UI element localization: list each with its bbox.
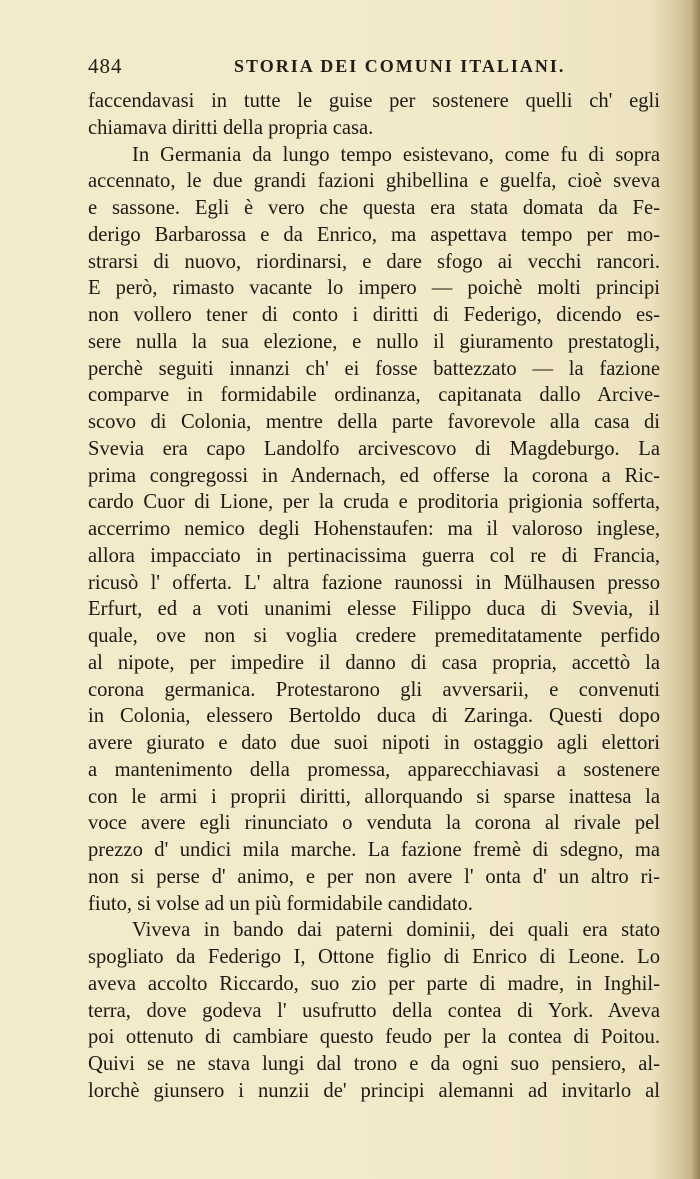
text-line: e sassone. Egli è vero che questa era stata domata da Fe- bbox=[88, 197, 660, 219]
text-line: cardo Cuor di Lione, per la cruda e proditoria prigionia sofferta, bbox=[88, 491, 660, 514]
text-line: in Colonia, elessero Bertoldo duca di Zaringa. Questi dopo bbox=[88, 705, 660, 728]
text-line: spogliato da Federigo I, Ottone figlio di Enrico di Leone. Lo bbox=[88, 946, 660, 968]
text-line: con le armi i proprii diritti, allorquando si sparse inattesa la bbox=[88, 785, 660, 808]
page-edge-shadow bbox=[691, 0, 700, 1179]
text-line: Viveva in bando dai paterni dominii, dei quali era stato bbox=[132, 919, 660, 942]
body-text bbox=[88, 88, 660, 1105]
text-line: prezzo d' undici mila marche. La fazione fremè di sdegno, ma bbox=[88, 839, 660, 861]
text-line: avere giurato e dato due suoi nipoti in ostaggio agli elettori bbox=[88, 732, 660, 754]
text-line: Svevia era capo Landolfo arcivescovo di Magdeburgo. La bbox=[88, 437, 660, 460]
text-line: a mantenimento della promessa, apparecchiavasi a sostenere bbox=[88, 758, 660, 781]
text-line: comparve in formidabile ordinanza, capitanata dallo Arcive- bbox=[88, 384, 660, 407]
text-line: quale, ove non si voglia credere premeditatamente perfido bbox=[88, 625, 660, 647]
text-line: E però, rimasto vacante lo impero — poichè molti principi bbox=[88, 277, 660, 300]
page-header bbox=[88, 54, 660, 80]
text-line: perchè seguiti innanzi ch' ei fosse battezzato — la fazione bbox=[88, 357, 660, 380]
text-line: aveva accolto Riccardo, suo zio per parte di madre, in Inghil- bbox=[88, 972, 660, 995]
text-line: corona germanica. Protestarono gli avversarii, e convenuti bbox=[88, 678, 660, 701]
text-line: accerrimo nemico degli Hohenstaufen: ma il valoroso inglese, bbox=[88, 518, 660, 540]
text-line: terra, dove godeva l' usufrutto della contea di York. Aveva bbox=[88, 999, 660, 1022]
text-line: allora impacciato in pertinacissima guerra col re di Francia, bbox=[88, 544, 660, 567]
text-line: scovo di Colonia, mentre della parte favorevole alla casa di bbox=[88, 411, 660, 433]
paragraph bbox=[88, 88, 660, 142]
text-line: prima congregossi in Andernach, ed offerse la corona a Ric- bbox=[88, 464, 660, 487]
text-line: derigo Barbarossa e da Enrico, ma aspettava tempo per mo- bbox=[88, 223, 660, 246]
paragraph bbox=[88, 142, 660, 918]
text-line: In Germania da lungo tempo esistevano, come fu di sopra bbox=[132, 143, 660, 166]
text-line: Quivi se ne stava lungi dal trono e da ogni suo pensiero, al- bbox=[88, 1053, 660, 1075]
text-line: accennato, le due grandi fazioni ghibellina e guelfa, cioè sveva bbox=[88, 170, 660, 193]
text-line: voce avere egli rinunciato o venduta la corona al rivale pel bbox=[88, 812, 660, 835]
text-line: fiuto, si volse ad un più formidabile candidato. bbox=[88, 892, 473, 915]
text-line: faccendavasi in tutte le guise per sostenere quelli ch' egli bbox=[88, 90, 660, 112]
text-line: chiamava diritti della propria casa. bbox=[88, 116, 374, 139]
text-line: Erfurt, ed a voti unanimi elesse Filippo duca di Svevia, il bbox=[88, 598, 660, 621]
page-number: 484 bbox=[88, 54, 123, 78]
text-line: ricusò l' offerta. L' altra fazione raunossi in Mülhausen presso bbox=[88, 571, 660, 594]
text-line: al nipote, per impedire il danno di casa propria, accettò la bbox=[88, 651, 660, 674]
text-line: strarsi di nuovo, riordinarsi, e dare sfogo ai vecchi rancori. bbox=[88, 250, 660, 273]
text-line: non vollero tener di conto i diritti di Federigo, dicendo es- bbox=[88, 304, 660, 326]
running-title: STORIA DEI COMUNI ITALIANI. bbox=[234, 56, 566, 76]
text-line: sere nulla la sua elezione, e nullo il giuramento prestatogli, bbox=[88, 330, 660, 353]
text-line: non si perse d' animo, e per non avere l' onta d' un altro ri- bbox=[88, 865, 660, 888]
paragraph bbox=[88, 917, 660, 1104]
text-line: poi ottenuto di cambiare questo feudo per la contea di Poitou. bbox=[88, 1026, 660, 1049]
text-line: lorchè giunsero i nunzii de' principi alemanni ad invitarlo al bbox=[88, 1079, 660, 1102]
